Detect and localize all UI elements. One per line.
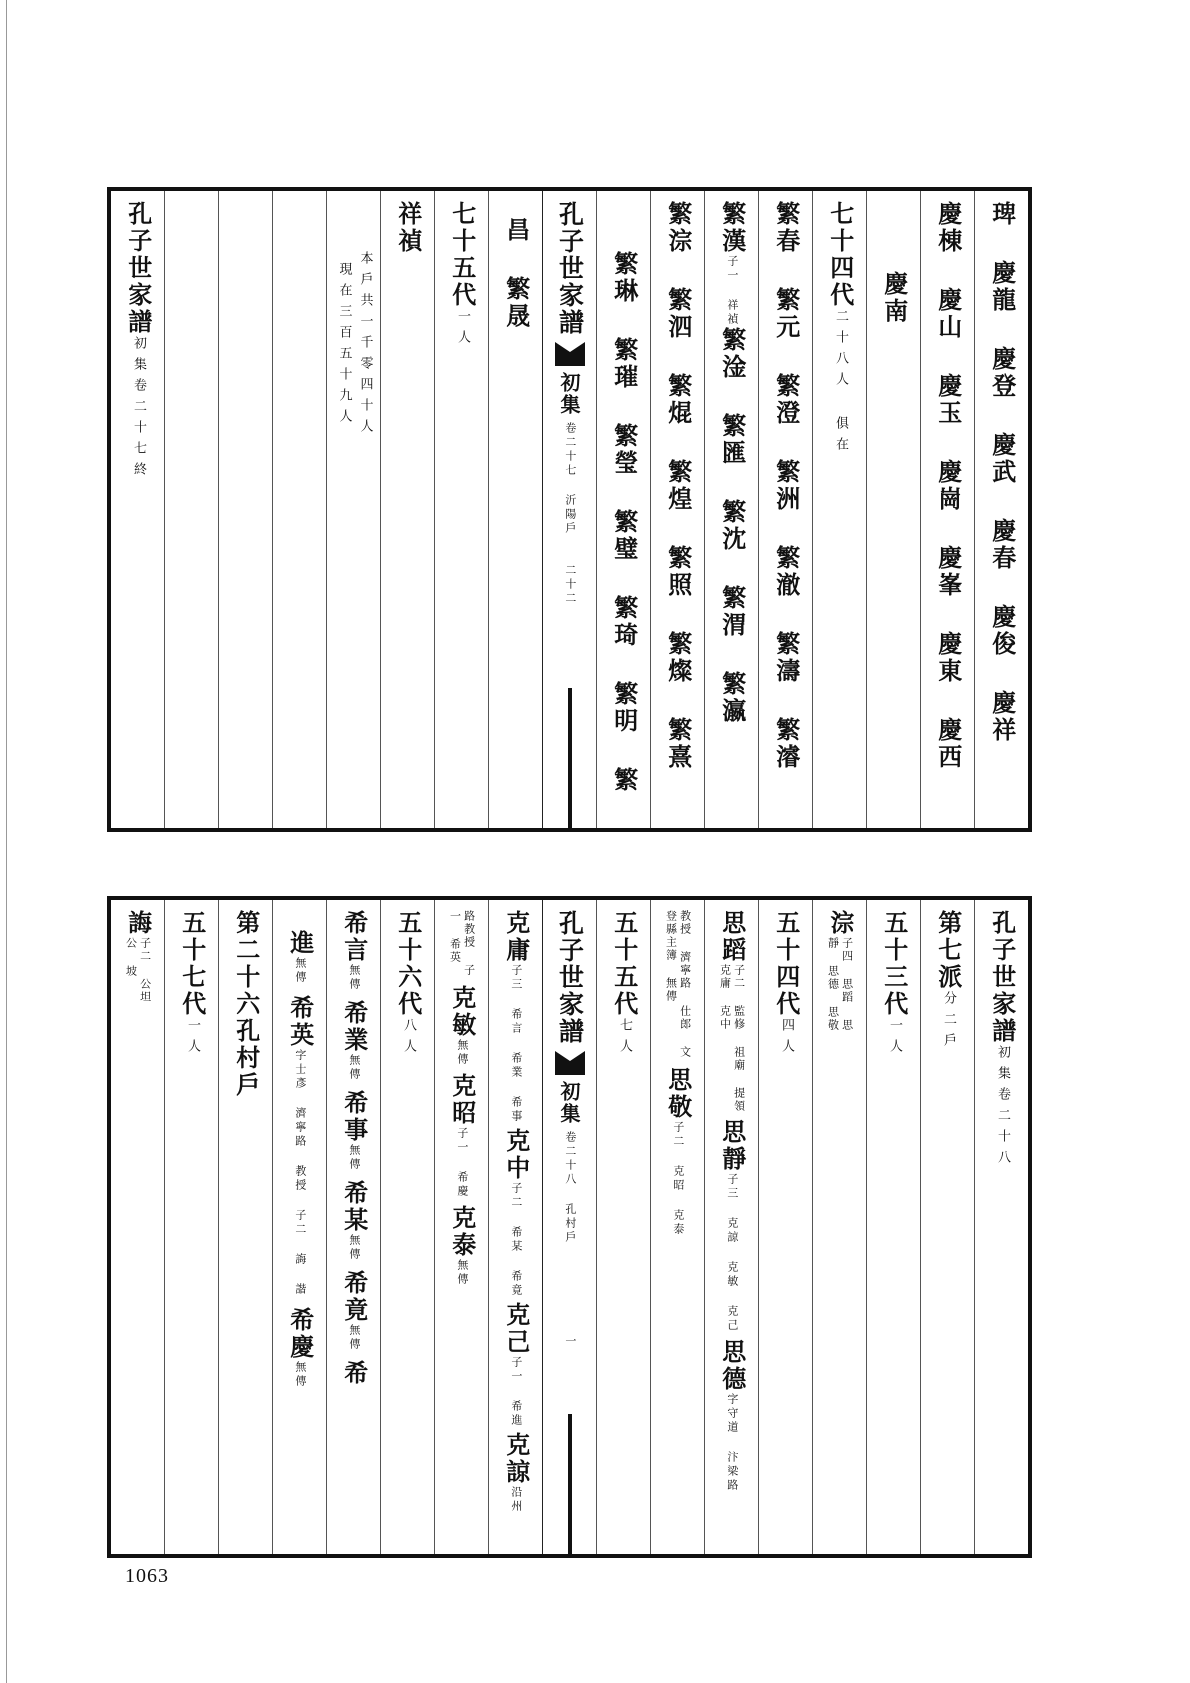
name-entry: 繁漢	[717, 201, 747, 255]
name-entry: 希言	[339, 910, 369, 964]
names-line: 昌 繁晟	[501, 217, 531, 330]
annotation-line: 靜 思德 思敬	[826, 937, 840, 1032]
bottom-col-r8	[596, 900, 650, 1554]
top-col-r8	[596, 191, 650, 828]
name-entry: 希事	[339, 1090, 369, 1144]
top-col-left-title	[111, 191, 164, 828]
annotation: 無傳	[455, 1039, 469, 1067]
generation-heading: 五十三代	[879, 910, 909, 1018]
annotation: 子二 希某 希竟	[509, 1182, 523, 1298]
volume-end-note: 初集卷二十七終	[130, 336, 146, 483]
top-col-r3	[866, 191, 920, 828]
annotation: 字士彥 濟寧路 教授 子二 誨 諧	[293, 1049, 307, 1297]
name-entry: 思敬	[663, 1067, 693, 1121]
top-col-r5	[758, 191, 812, 828]
generation-heading: 七十五代	[447, 201, 477, 309]
top-col-l1	[488, 191, 542, 828]
top-center-column	[542, 191, 596, 828]
bottom-col-r3	[866, 900, 920, 1554]
bottom-col-l5	[272, 900, 326, 1554]
annotation-line: 教授 濟寧路 仕郎 文	[678, 910, 692, 1059]
branch-note: 分二戶	[940, 991, 956, 1054]
sons-annotation	[826, 937, 852, 1032]
annotation: 沿州	[509, 1486, 523, 1514]
top-col-r1	[974, 191, 1028, 828]
bottom-col-l4	[326, 900, 380, 1554]
generation-heading: 七十四代	[825, 201, 855, 309]
name-entry: 克己	[501, 1302, 531, 1356]
name-entry: 祥禎	[393, 201, 423, 255]
generation-heading: 五十五代	[609, 910, 639, 1018]
generation-heading: 五十六代	[393, 910, 423, 1018]
names-line: 繁淙 繁泗 繁焜 繁煌 繁照 繁燦 繁熹	[663, 201, 693, 771]
names-line: 繁琳 繁璀 繁瑩 繁璧 繁琦 繁明 繁	[609, 251, 639, 794]
annotation-line: 路教授 子	[462, 910, 476, 977]
branch-heading: 第七派	[933, 910, 963, 991]
total-people: 本戶共一千零四十人	[357, 251, 373, 440]
generation-count: 八人	[400, 1018, 416, 1060]
annotation	[124, 937, 150, 1004]
annotation: 無傳	[347, 1144, 361, 1172]
bottom-col-l8	[111, 900, 164, 1554]
bottom-col-l1	[488, 900, 542, 1554]
page-number: 1063	[125, 1565, 169, 1587]
volume-note: 初集卷二十八	[994, 1045, 1010, 1171]
annotation: 無傳	[347, 964, 361, 992]
annotation	[718, 964, 744, 1113]
annotation-line: 子二 公坦	[138, 937, 152, 1004]
generation-count: 一人	[454, 309, 470, 351]
annotation-line: 子四 思蹈 思	[840, 937, 854, 1032]
annotation-line: 一 希英	[448, 910, 462, 964]
annotation: 無傳	[293, 957, 307, 985]
names-line: 琕 慶龍 慶登 慶武 慶春 慶俊 慶祥	[987, 201, 1017, 744]
generation-heading: 五十四代	[771, 910, 801, 1018]
names-line: 慶棟 慶山 慶玉 慶崗 慶峯 慶東 慶西	[933, 201, 963, 771]
top-col-empty-3	[164, 191, 218, 828]
folio-number: 二十二	[563, 564, 577, 606]
name-entry: 思蹈	[717, 910, 747, 964]
names-line: 繁淦 繁匯 繁沈 繁渭 繁瀛	[717, 327, 747, 725]
annotation	[448, 910, 474, 977]
bottom-col-r6	[704, 900, 758, 1554]
book-title: 孔子世家譜	[987, 910, 1017, 1045]
book-title: 孔子世家譜	[555, 910, 585, 1045]
bottom-col-l6	[218, 900, 272, 1554]
annotation-line: 公 坡	[124, 937, 138, 978]
living-people: 現在三百五十九人	[336, 261, 352, 430]
annotation: 字守道 汴梁路	[725, 1393, 739, 1493]
name-entry: 希英	[285, 995, 315, 1049]
generation-count: 一人	[184, 1018, 200, 1060]
top-col-r6	[704, 191, 758, 828]
annotation	[664, 910, 690, 1059]
name-entry: 克諒	[501, 1432, 531, 1486]
name-entry: 進	[285, 930, 315, 957]
name-entry: 思德	[717, 1339, 747, 1393]
fish-tail-ornament-icon	[555, 342, 585, 368]
volume-label: 卷二十八 孔村戶	[563, 1131, 577, 1245]
annotation: 子三 克諒 克敏 克己	[725, 1173, 739, 1333]
bottom-col-r7	[650, 900, 704, 1554]
fish-tail-ornament-icon	[555, 1051, 585, 1077]
folio-number: 一	[563, 1335, 577, 1349]
names-line: 慶南	[879, 271, 909, 325]
top-col-empty-1	[272, 191, 326, 828]
name-entry: 希竟	[339, 1270, 369, 1324]
name-entry: 誨	[123, 910, 153, 937]
top-col-r7	[650, 191, 704, 828]
names-line: 繁春 繁元 繁澄 繁洲 繁澈 繁濤 繁濬	[771, 201, 801, 771]
generation-count: 二十八人 俱在	[832, 309, 848, 458]
collection-label: 初集	[557, 372, 581, 416]
collection-label: 初集	[557, 1081, 581, 1125]
annotation: 無傳	[347, 1234, 361, 1262]
bottom-center-column	[542, 900, 596, 1554]
annotation: 無傳	[293, 1361, 307, 1389]
name-entry: 希慶	[285, 1307, 315, 1361]
top-col-l2	[434, 191, 488, 828]
top-genealogy-panel	[107, 187, 1032, 832]
top-col-l4	[326, 191, 380, 828]
volume-label: 卷二十七 沂陽戶	[563, 422, 577, 536]
annotation: 子一 希進	[509, 1356, 523, 1428]
top-col-r4	[812, 191, 866, 828]
bottom-col-r5	[758, 900, 812, 1554]
book-title: 孔子世家譜	[555, 201, 585, 336]
bottom-col-l2	[434, 900, 488, 1554]
name-entry: 思靜	[717, 1119, 747, 1173]
annotation-line: 子二 監修 祖廟 提領	[732, 964, 746, 1113]
name-entry: 克中	[501, 1128, 531, 1182]
top-col-l3	[380, 191, 434, 828]
annotation: 子一 希慶	[455, 1127, 469, 1199]
annotation: 無傳	[455, 1259, 469, 1287]
bottom-columns	[111, 900, 1028, 1554]
bottom-col-r4	[812, 900, 866, 1554]
annotation: 無傳	[347, 1324, 361, 1352]
bottom-col-r1	[974, 900, 1028, 1554]
annotation-line: 克庸 克中	[718, 964, 732, 1031]
page-edge-line	[6, 0, 7, 1683]
generation-count: 四人	[778, 1018, 794, 1060]
name-entry: 克敏	[447, 985, 477, 1039]
generation-heading: 五十七代	[177, 910, 207, 1018]
generation-count: 一人	[886, 1018, 902, 1060]
bottom-col-l3	[380, 900, 434, 1554]
top-col-empty-2	[218, 191, 272, 828]
annotation: 子三 希言 希業 希事	[509, 964, 523, 1124]
name-entry: 希某	[339, 1180, 369, 1234]
top-columns	[111, 191, 1028, 828]
annotation: 無傳	[347, 1054, 361, 1082]
bottom-col-r2	[920, 900, 974, 1554]
top-col-r2	[920, 191, 974, 828]
book-title: 孔子世家譜	[123, 201, 153, 336]
household-heading: 第二十六孔村戶	[231, 910, 261, 1099]
entry-block	[825, 910, 855, 937]
generation-count: 七人	[616, 1018, 632, 1060]
annotation-line: 登縣主簿 無傳	[664, 910, 678, 1003]
bottom-genealogy-panel	[107, 896, 1032, 1558]
name-entry: 克庸	[501, 910, 531, 964]
bottom-col-l7	[164, 900, 218, 1554]
name-annotation: 子一 祥禎	[725, 255, 739, 327]
name-entry: 克昭	[447, 1073, 477, 1127]
name-entry: 希	[339, 1360, 369, 1387]
name-entry: 淙	[825, 910, 855, 937]
household-totals	[336, 251, 372, 440]
name-entry: 克泰	[447, 1205, 477, 1259]
annotation: 子二 克昭 克泰	[671, 1121, 685, 1237]
name-entry: 希業	[339, 1000, 369, 1054]
